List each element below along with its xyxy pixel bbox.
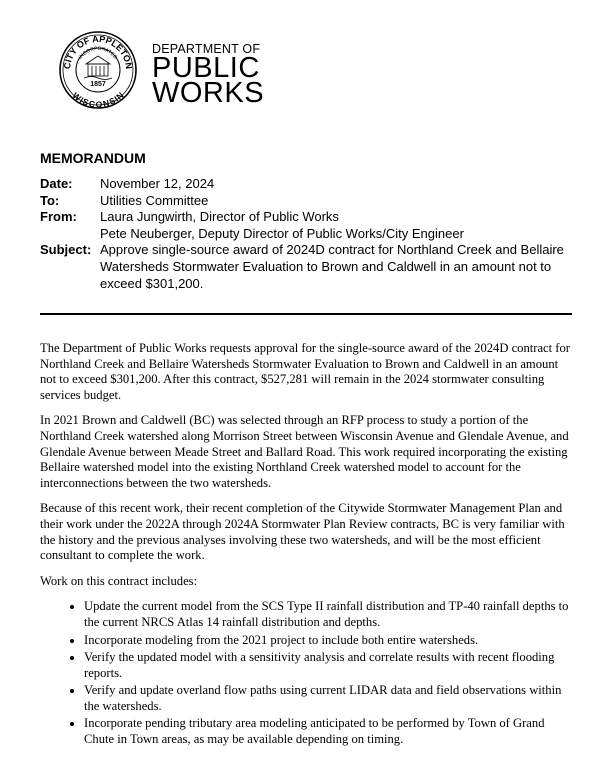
subject-label: Subject: xyxy=(40,242,92,258)
from-value-2: Pete Neuberger, Deputy Director of Public Works/City Engineer xyxy=(100,225,464,241)
seal-year: 1857 xyxy=(90,81,106,88)
department-name xyxy=(152,42,265,109)
paragraph-history: In 2021 Brown and Caldwell (BC) was selected through an RFP process to study a portion of the Northland Creek watershed along Morrison Street between Wisconsin Avenue and Glendale Avenue, and Glendale Avenue between Meade Street and Ballard Road. This work required incorporating the existing Bellaire watershed model into the existing Northland Creek watershed model to account for the interconnections between the two watersheds. xyxy=(40,413,569,490)
work-item: • Update the current model from the SCS Type II rainfall distribution and TP-40 rainfall depths to the current NRCS Atlas 14 rainfall distribution and depths. xyxy=(84,599,572,630)
work-items-list xyxy=(40,599,572,747)
from-value-1: Laura Jungwirth, Director of Public Works xyxy=(100,209,339,225)
paragraph-request: The Department of Public Works requests approval for the single-source award of the 2024D contract for Northland Creek and Bellaire Watersheds Stormwater Evaluation to Brown and Caldwell in an amount not to exceed $301,200. After this contract, $527,281 will remain in the 2024 stormwater consulting services budget. xyxy=(40,341,570,402)
memo-body xyxy=(40,341,572,750)
subject-value: Approve single-source award of 2024D contract for Northland Creek and Bellaire Watersheds Stormwater Evaluation to Brown and Caldwell in an amount not to exceed $301,200. xyxy=(100,242,564,291)
seal-inner-text: INCORPORATED xyxy=(77,45,119,61)
memo-date-row xyxy=(40,176,570,193)
memo-from-row xyxy=(40,209,570,242)
dept-line-1: DEPARTMENT OF xyxy=(152,42,261,56)
work-item: • Verify and update overland flow paths using current LIDAR data and field observations within the watersheds. xyxy=(84,683,572,714)
date-label: Date: xyxy=(40,176,73,191)
memo-title: MEMORANDUM xyxy=(40,150,146,166)
from-label: From: xyxy=(40,209,77,225)
work-item: • Incorporate modeling from the 2021 project to include both entire watersheds. xyxy=(84,633,572,649)
seal-state-text: WISCONSIN xyxy=(70,90,126,110)
to-label: To: xyxy=(40,192,60,208)
from-value xyxy=(100,209,570,242)
letterhead xyxy=(58,30,598,120)
memo-subject-row xyxy=(40,242,570,292)
city-seal-logo xyxy=(58,30,138,110)
svg-text:WISCONSIN xyxy=(71,90,126,109)
memo-header-block xyxy=(40,176,570,292)
work-item: • Incorporate pending tributary area modeling anticipated to be performed by Town of Grand Chute in Town areas, as may be available depending on timing. xyxy=(84,716,572,747)
work-item: • Verify the updated model with a sensitivity analysis and correlate results with recent flooding reports. xyxy=(84,650,572,681)
paragraph-justification: Because of this recent work, their recent completion of the Citywide Stormwater Management Plan and their work under the 2022A through 2024A Stormwater Plan Review contracts, BC is very familiar with the history and the previous analyses involving these two watersheds, and will be the most efficient consultant to complete the work. xyxy=(40,501,565,563)
dept-line-3: WORKS xyxy=(152,77,265,109)
header-divider xyxy=(40,313,572,315)
dept-line-2: PUBLIC xyxy=(152,52,260,84)
to-value: Utilities Committee xyxy=(100,192,209,208)
seal-building-icon xyxy=(84,56,112,80)
paragraph-work-intro: Work on this contract includes: xyxy=(40,573,198,588)
date-value: November 12, 2024 xyxy=(100,176,215,191)
memo-to-row xyxy=(40,193,570,210)
seal-outer-text: CITY OF APPLETON xyxy=(61,33,135,70)
